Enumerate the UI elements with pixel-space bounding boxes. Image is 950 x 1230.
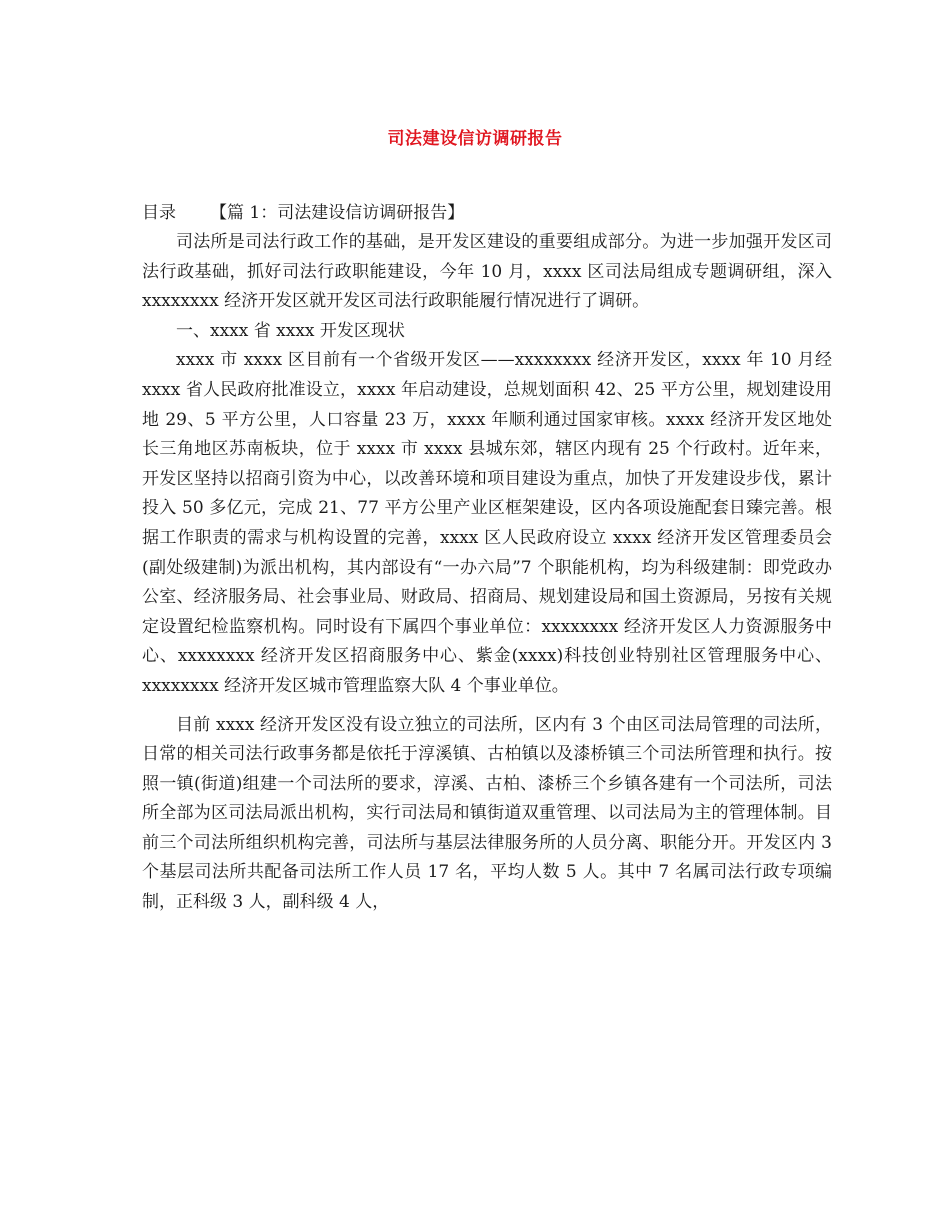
paragraph-justice-offices: 目前 xxxx 经济开发区没有设立独立的司法所，区内有 3 个由区司法局管理的司法所，日常的相关司法行政事务都是依托于淳溪镇、古柏镇以及漆桥镇三个司法所管理和执行。按照一镇(街道)组建一个司法所的要求，淳溪、古柏、漆桥三个乡镇各建有一个司法所，司法所全部为区司法局派出机构，实行司法局和镇街道双重管理、以司法局为主的管理体制。目前三个司法所组织机构完善，司法所与基层法律服务所的人员分离、职能分开。开发区内 3 个基层司法所共配备司法所工作人员 17 名，平均人数 5 人。其中 7 名属司法行政专项编制，正科级 3 人，副科级 4 人，	[142, 714, 832, 913]
document-body	[142, 228, 832, 918]
document-title: 司法建设信访调研报告	[387, 129, 563, 149]
paragraph-intro: 司法所是司法行政工作的基础，是开发区建设的重要组成部分。为进一步加强开发区司法行政基础，抓好司法行政职能建设，今年 10 月，xxxx 区司法局组成专题调研组，深入 xxxxxxxx 经济开发区就开发区司法行政职能履行情况进行了调研。	[142, 232, 832, 312]
toc-entry-link[interactable]: 【篇 1：司法建设信访调研报告】	[210, 203, 465, 223]
section-heading-status: 一、xxxx 省 xxxx 开发区现状	[176, 320, 405, 341]
toc-label: 目录	[142, 203, 176, 223]
paragraph-zone-overview: xxxx 市 xxxx 区目前有一个省级开发区——xxxxxxxx 经济开发区，xxxx 年 10 月经 xxxx 省人民政府批准设立，xxxx 年启动建设，总规划面积 42、25 平方公里，规划建设用地 29、5 平方公里，人口容量 23 万，xxxx 年顺利通过国家审核。xxxx 经济开发区地处长三角地区苏南板块，位于 xxxx 市 xxxx 县城东郊，辖区内现有 25 个行政村。近年来，开发区坚持以招商引资为中心，以改善环境和项目建设为重点，加快了开发建设步伐，累计投入 50 多亿元，完成 21、77 平方公里产业区框架建设，区内各项设施配套日臻完善。根据工作职责的需求与机构设置的完善，xxxx 区人民政府设立 xxxx 经济开发区管理委员会(副处级建制)为派出机构，其内部设有“一办六局”7 个职能机构，均为科级建制：即党政办公室、经济服务局、社会事业局、财政局、招商局、规划建设局和国土资源局，另按有关规定设置纪检监察机构。同时设有下属四个事业单位：xxxxxxxx 经济开发区人力资源服务中心、xxxxxxxx 经济开发区招商服务中心、紫金(xxxx)科技创业特别社区管理服务中心、xxxxxxxx 经济开发区城市管理监察大队 4 个事业单位。	[142, 350, 832, 696]
table-of-contents	[142, 198, 464, 223]
